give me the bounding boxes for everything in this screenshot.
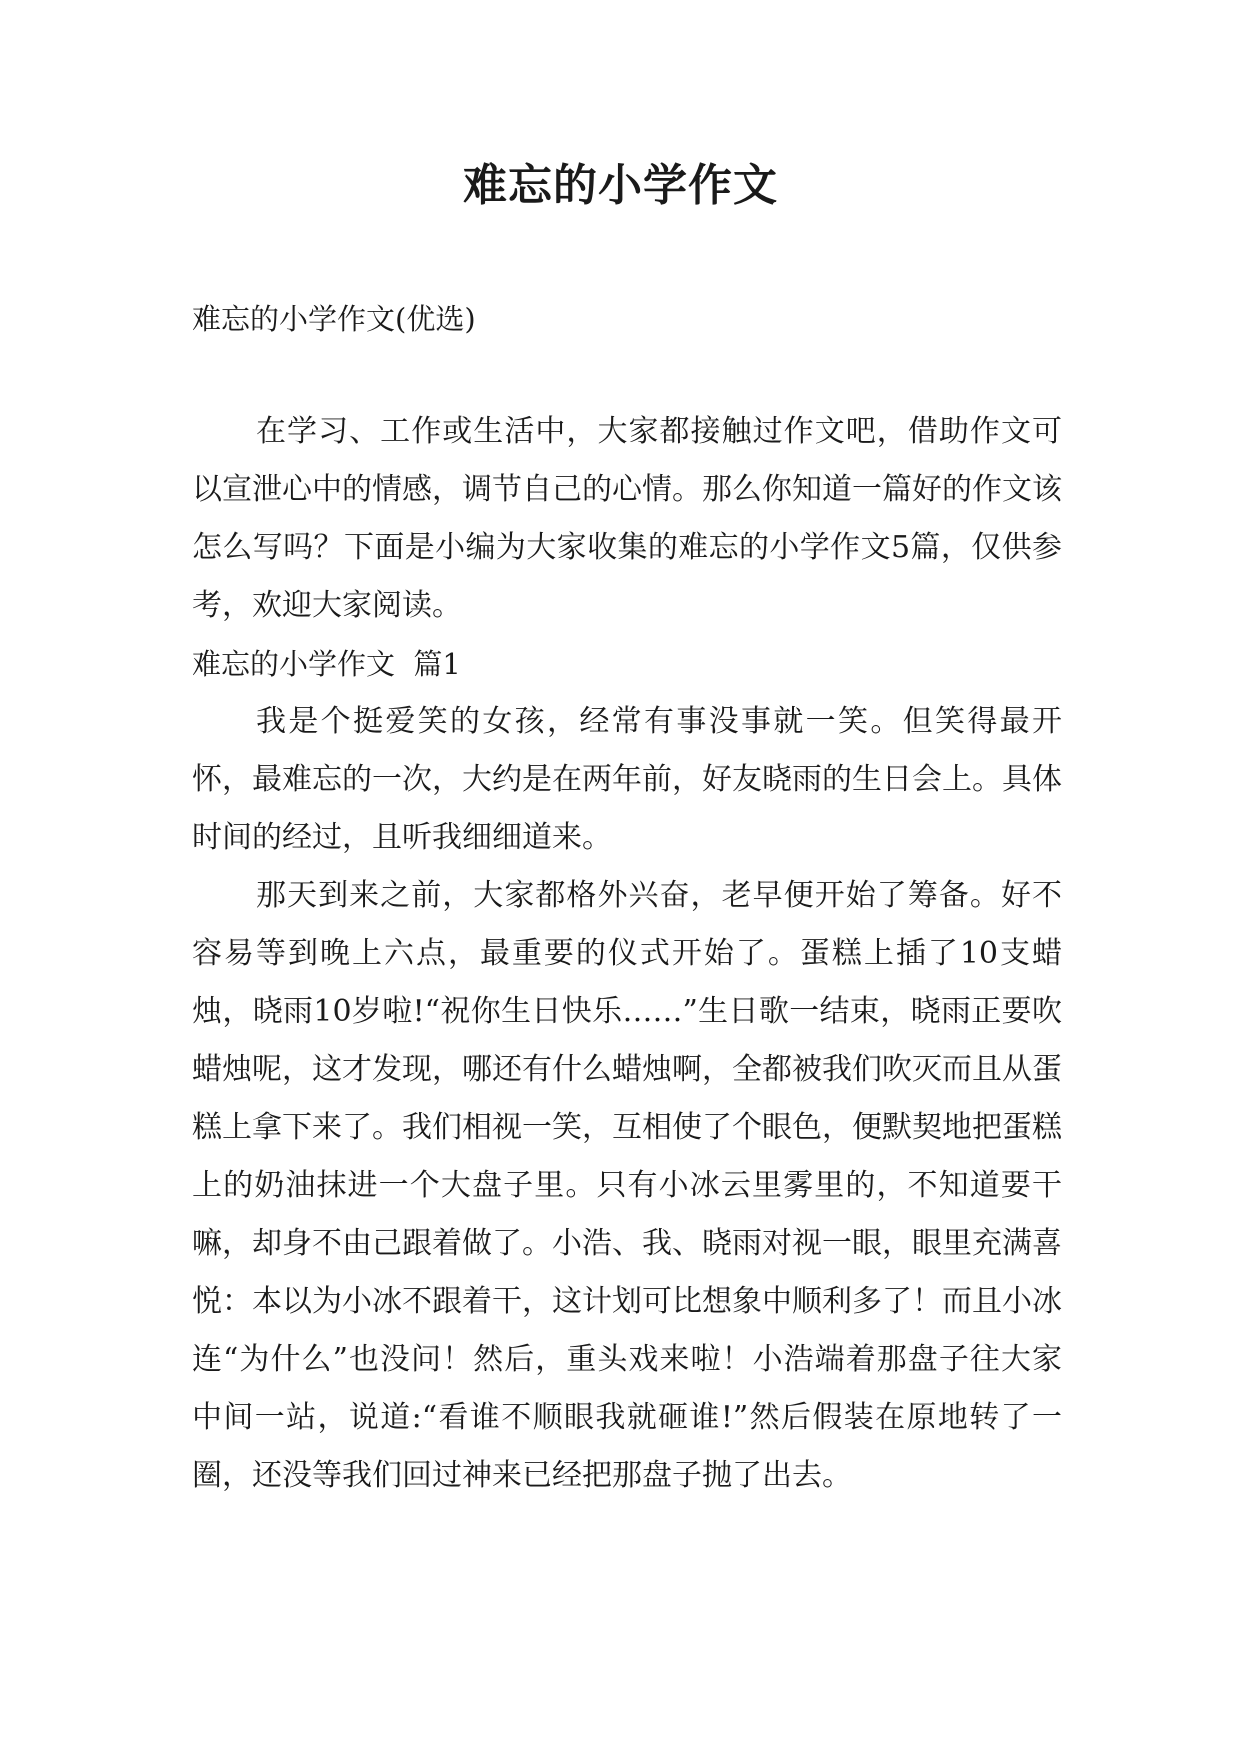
paragraph: 我是个挺爱笑的女孩，经常有事没事就一笑。但笑得最开怀，最难忘的一次，大约是在两年前，好友晓雨的生日会上。具体时间的经过，且听我细细道来。 — [192, 704, 1062, 855]
paragraph: 那天到来之前，大家都格外兴奋，老早便开始了筹备。好不容易等到晚上六点，最重要的仪式开始了。蛋糕上插了10支蜡烛，晓雨10岁啦!“祝你生日快乐……”生日歌一结束，晓雨正要吹蜡烛呢，这才发现，哪还有什么蜡烛啊，全都被我们吹灭而且从蛋糕上拿下来了。我们相视一笑，互相使了个眼色，便默契地把蛋糕上的奶油抹进一个大盘子里。只有小冰云里雾里的，不知道要干嘛，却身不由己跟着做了。小浩、我、晓雨对视一眼，眼里充满喜悦：本以为小冰不跟着干，这计划可比想象中顺利多了！而且小冰连“为什么”也没问！然后，重头戏来啦！小浩端着那盘子往大家中间一站，说道:“看谁不顺眼我就砸谁!”然后假装在原地转了一圈，还没等我们回过神来已经把那盘子抛了出去。 — [192, 878, 1062, 1493]
document-body — [192, 403, 1062, 1505]
intro-paragraph: 在学习、工作或生活中，大家都接触过作文吧，借助作文可以宣泄心中的情感，调节自己的心情。那么你知道一篇好的作文该怎么写吗？下面是小编为大家收集的难忘的小学作文5篇，仅供参考，欢迎大家阅读。 — [192, 414, 1062, 623]
document-subtitle: 难忘的小学作文(优选) — [192, 302, 476, 336]
page-title: 难忘的小学作文 — [463, 160, 778, 211]
section-heading: 难忘的小学作文 篇1 — [192, 647, 461, 681]
